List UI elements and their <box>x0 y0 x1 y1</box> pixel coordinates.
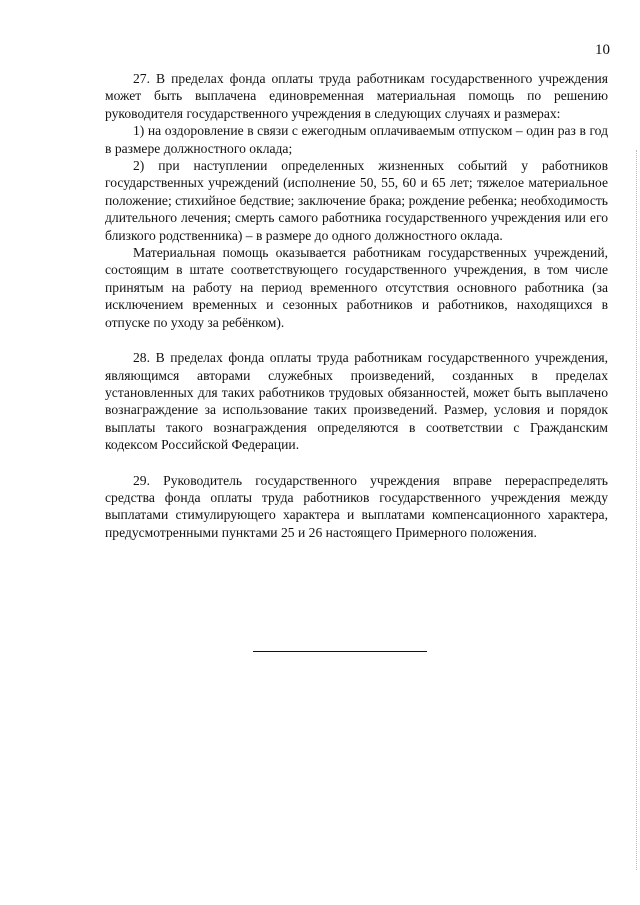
end-divider-line <box>253 651 427 652</box>
paragraph-27-note: Материальная помощь оказывается работникам государственных учреждений, состоящим в штате соответствующего государственного учреждения, в том числе принятым на работу на период временного отсутствия основного работника (за исключением временных и сезонных работников и работников, находящихся в отпуске по уходу за ребёнком). <box>105 245 608 330</box>
paragraph-27-item-1: 1) на оздоровление в связи с ежегодным оплачиваемым отпуском – один раз в год в размере должностного оклада; <box>105 123 608 156</box>
paragraph-28: 28. В пределах фонда оплаты труда работникам государственного учреждения, являющимся авторами служебных произведений, созданных в пределах установленных для таких работников трудовых обязанностей, может быть выплачено вознаграждение за использование таких произведений. Размер, условия и порядок выплаты такого вознаграждения определяются в соответствии с Гражданским кодексом Российской Федерации. <box>105 350 608 453</box>
paragraph-27-item-2: 2) при наступлении определенных жизненных событий у работников государственных учреждений (исполнение 50, 55, 60 и 65 лет; тяжелое материальное положение; стихийное бедствие; заключение брака; рождение ребенка; необходимость длительного лечения; смерть самого работника государственного учреждения или его близкого родственника) – в размере до одного должностного оклада. <box>105 158 608 243</box>
page-number: 10 <box>595 42 610 58</box>
paragraph-29: 29. Руководитель государственного учреждения вправе перераспределять средства фонда оплаты труда работников государственного учреждения между выплатами стимулирующего характера и выплатами компенсационного характера, предусмотренными пунктами 25 и 26 настоящего Примерного положения. <box>105 472 608 540</box>
scan-margin-artifact <box>635 150 637 870</box>
document-body <box>105 70 608 541</box>
paragraph-27: 27. В пределах фонда оплаты труда работникам государственного учреждения может быть выплачена единовременная материальная помощь по решению руководителя государственного учреждения в следующих случаях и размерах: <box>105 71 608 121</box>
